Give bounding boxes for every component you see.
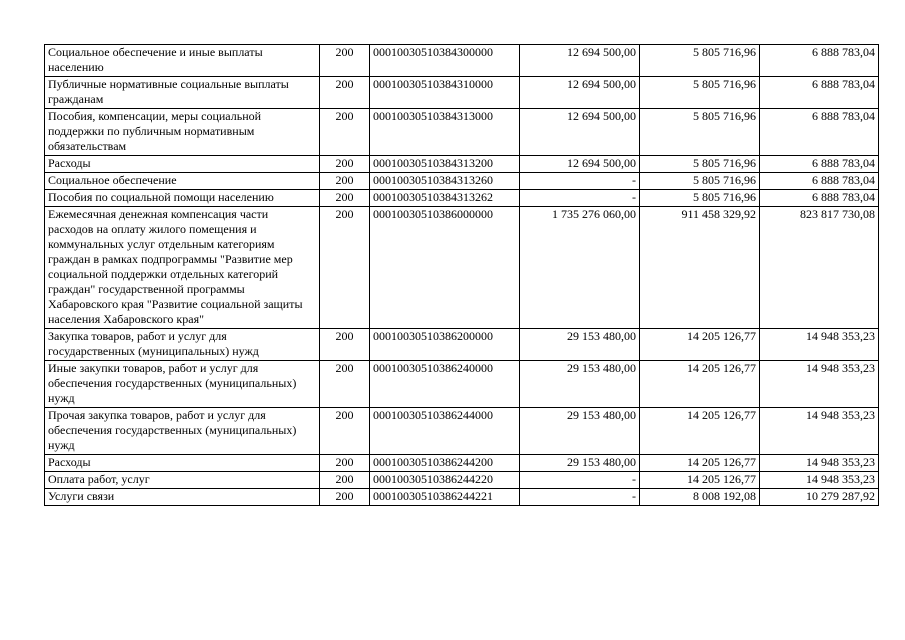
- row-name: Социальное обеспечение: [45, 173, 320, 190]
- table-row: [45, 489, 879, 506]
- row-approved-amount: 1 735 276 060,00: [520, 207, 640, 329]
- table-row: [45, 329, 879, 361]
- row-budget-code: 00010030510386244221: [370, 489, 520, 506]
- row-unexecuted-amount: 6 888 783,04: [760, 77, 879, 109]
- row-name: Услуги связи: [45, 489, 320, 506]
- row-line-code: 200: [320, 489, 370, 506]
- row-line-code: 200: [320, 156, 370, 173]
- row-line-code: 200: [320, 361, 370, 408]
- row-approved-amount: 12 694 500,00: [520, 156, 640, 173]
- row-name: Социальное обеспечение и иные выплаты населению: [45, 45, 320, 77]
- row-line-code: 200: [320, 45, 370, 77]
- row-unexecuted-amount: 6 888 783,04: [760, 156, 879, 173]
- table-row: [45, 190, 879, 207]
- row-executed-amount: 5 805 716,96: [640, 156, 760, 173]
- row-approved-amount: 29 153 480,00: [520, 361, 640, 408]
- row-line-code: 200: [320, 408, 370, 455]
- row-name: Прочая закупка товаров, работ и услуг для обеспечения государственных (муниципальных) нужд: [45, 408, 320, 455]
- row-executed-amount: 5 805 716,96: [640, 173, 760, 190]
- row-executed-amount: 5 805 716,96: [640, 45, 760, 77]
- row-executed-amount: 14 205 126,77: [640, 472, 760, 489]
- row-approved-amount: 29 153 480,00: [520, 455, 640, 472]
- row-budget-code: 00010030510386000000: [370, 207, 520, 329]
- row-executed-amount: 5 805 716,96: [640, 77, 760, 109]
- table-row: [45, 361, 879, 408]
- row-budget-code: 00010030510384313000: [370, 109, 520, 156]
- budget-report-sheet: [44, 44, 879, 506]
- row-name: Закупка товаров, работ и услуг для государственных (муниципальных) нужд: [45, 329, 320, 361]
- row-unexecuted-amount: 14 948 353,23: [760, 361, 879, 408]
- row-unexecuted-amount: 14 948 353,23: [760, 455, 879, 472]
- row-executed-amount: 5 805 716,96: [640, 109, 760, 156]
- row-name: Ежемесячная денежная компенсация части расходов на оплату жилого помещения и коммунальных услуг отдельным категориям граждан в рамках подпрограммы "Развитие мер социальной поддержки отдельных категорий граждан" государственной программы Хабаровского края "Развитие социальной защиты населения Хабаровского края": [45, 207, 320, 329]
- row-approved-amount: 12 694 500,00: [520, 45, 640, 77]
- row-budget-code: 00010030510386244220: [370, 472, 520, 489]
- row-line-code: 200: [320, 109, 370, 156]
- row-executed-amount: 14 205 126,77: [640, 408, 760, 455]
- row-approved-amount: 12 694 500,00: [520, 77, 640, 109]
- row-unexecuted-amount: 14 948 353,23: [760, 329, 879, 361]
- row-unexecuted-amount: 6 888 783,04: [760, 45, 879, 77]
- row-name: Расходы: [45, 156, 320, 173]
- table-row: [45, 408, 879, 455]
- row-approved-amount: 12 694 500,00: [520, 109, 640, 156]
- row-executed-amount: 8 008 192,08: [640, 489, 760, 506]
- row-approved-amount: -: [520, 489, 640, 506]
- row-name: Публичные нормативные социальные выплаты гражданам: [45, 77, 320, 109]
- row-executed-amount: 14 205 126,77: [640, 329, 760, 361]
- row-budget-code: 00010030510384313260: [370, 173, 520, 190]
- row-budget-code: 00010030510386244000: [370, 408, 520, 455]
- table-row: [45, 455, 879, 472]
- row-budget-code: 00010030510386240000: [370, 361, 520, 408]
- row-name: Иные закупки товаров, работ и услуг для обеспечения государственных (муниципальных) нужд: [45, 361, 320, 408]
- table-row: [45, 77, 879, 109]
- table-row: [45, 173, 879, 190]
- row-line-code: 200: [320, 455, 370, 472]
- table-row: [45, 109, 879, 156]
- row-budget-code: 00010030510384300000: [370, 45, 520, 77]
- row-unexecuted-amount: 823 817 730,08: [760, 207, 879, 329]
- row-executed-amount: 14 205 126,77: [640, 361, 760, 408]
- row-line-code: 200: [320, 472, 370, 489]
- row-line-code: 200: [320, 77, 370, 109]
- row-line-code: 200: [320, 207, 370, 329]
- row-budget-code: 00010030510386200000: [370, 329, 520, 361]
- row-budget-code: 00010030510384313200: [370, 156, 520, 173]
- table-row: [45, 472, 879, 489]
- row-budget-code: 00010030510384313262: [370, 190, 520, 207]
- row-unexecuted-amount: 14 948 353,23: [760, 472, 879, 489]
- row-line-code: 200: [320, 329, 370, 361]
- row-name: Оплата работ, услуг: [45, 472, 320, 489]
- row-approved-amount: -: [520, 472, 640, 489]
- row-executed-amount: 14 205 126,77: [640, 455, 760, 472]
- row-approved-amount: -: [520, 190, 640, 207]
- row-unexecuted-amount: 10 279 287,92: [760, 489, 879, 506]
- budget-execution-table: [44, 44, 879, 506]
- row-unexecuted-amount: 6 888 783,04: [760, 109, 879, 156]
- table-row: [45, 207, 879, 329]
- row-name: Расходы: [45, 455, 320, 472]
- table-row: [45, 156, 879, 173]
- row-line-code: 200: [320, 173, 370, 190]
- row-unexecuted-amount: 6 888 783,04: [760, 173, 879, 190]
- row-name: Пособия, компенсации, меры социальной поддержки по публичным нормативным обязательствам: [45, 109, 320, 156]
- row-name: Пособия по социальной помощи населению: [45, 190, 320, 207]
- row-executed-amount: 911 458 329,92: [640, 207, 760, 329]
- table-row: [45, 45, 879, 77]
- row-budget-code: 00010030510386244200: [370, 455, 520, 472]
- row-executed-amount: 5 805 716,96: [640, 190, 760, 207]
- row-approved-amount: -: [520, 173, 640, 190]
- row-approved-amount: 29 153 480,00: [520, 329, 640, 361]
- row-unexecuted-amount: 14 948 353,23: [760, 408, 879, 455]
- row-line-code: 200: [320, 190, 370, 207]
- row-unexecuted-amount: 6 888 783,04: [760, 190, 879, 207]
- row-budget-code: 00010030510384310000: [370, 77, 520, 109]
- row-approved-amount: 29 153 480,00: [520, 408, 640, 455]
